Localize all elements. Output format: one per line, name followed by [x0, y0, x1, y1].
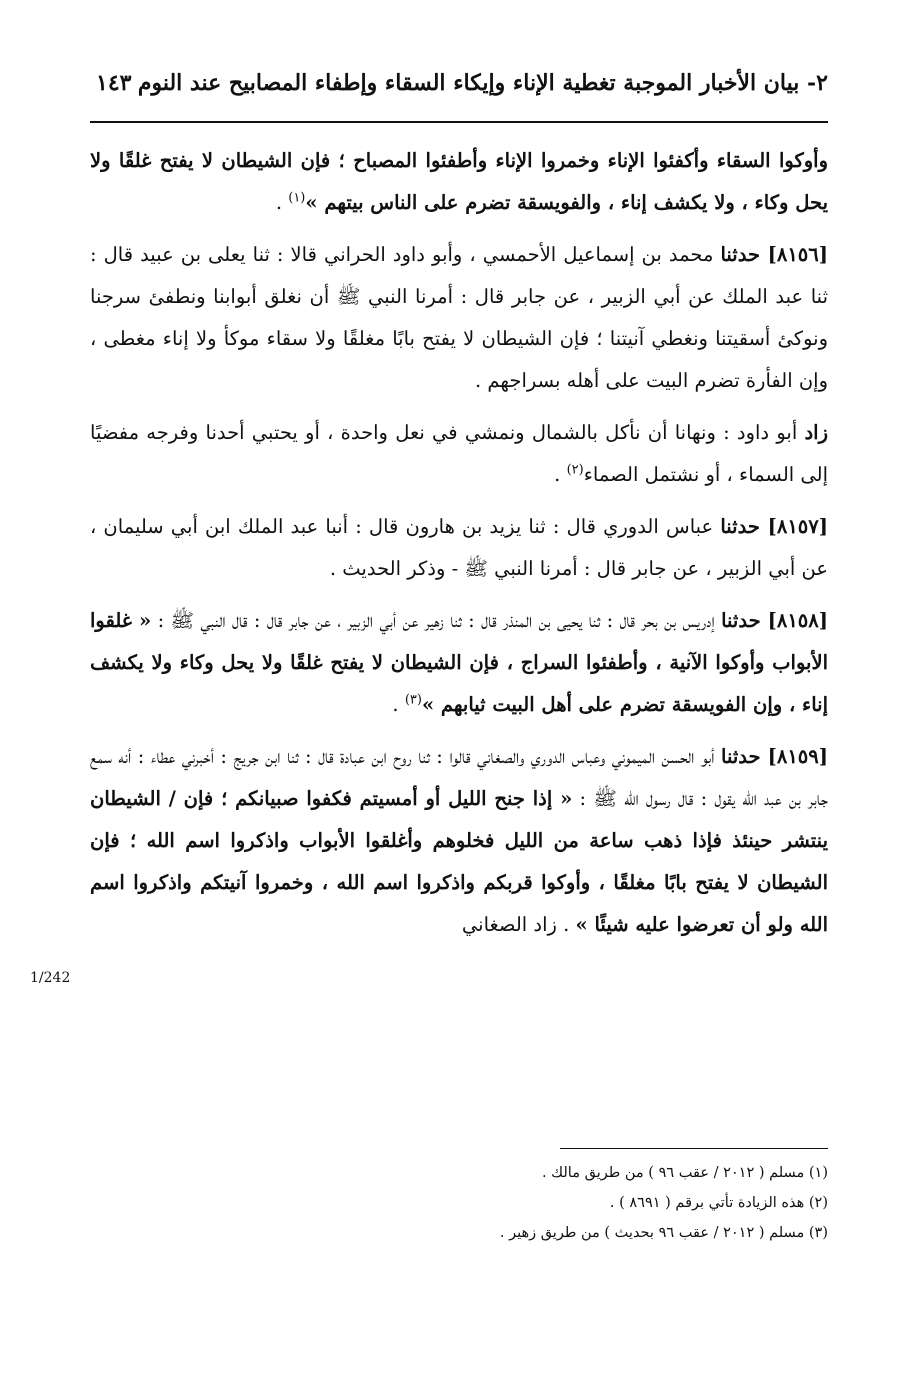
header-rule — [90, 121, 828, 123]
hadith-number: [٨١٥٧] — [767, 515, 828, 538]
footnote-ref: (١) — [288, 190, 306, 206]
hadith-8158 — [90, 600, 828, 726]
hadith-chain: إدريس بن بحر قال : ثنا يحيى بن المنذر قال : ثنا زهير عن أبي الزبير ، عن جابر قال : قال النبي ﷺ : — [151, 609, 722, 632]
footnote-rule — [560, 1148, 828, 1149]
hadith-chain: عباس الدوري قال : ثنا يزيد بن هارون قال : أنبا عبد الملك ابن أبي سليمان ، عن أبي الزبير ، عن جابر قال : أمرنا النبي ﷺ - وذكر الحديث . — [90, 515, 828, 580]
page-number: ١٤٣ — [96, 70, 132, 96]
hadith-quote: وأوكوا السقاء وأكفئوا الإناء وخمروا الإناء وأطفئوا المصباح ؛ فإن الشيطان لا يفتح غلقًا ولا يحل وكاء ، ولا يكشف إناء ، والفويسقة تضرم على الناس بيتهم » — [90, 149, 828, 214]
hadith-lead: حدثنا — [720, 243, 768, 266]
hadith-chain: محمد بن إسماعيل الأحمسي ، وأبو داود الحراني قالا : ثنا يعلى بن عبيد قال : ثنا عبد الملك عن أبي الزبير ، عن جابر قال : أمرنا النبي ﷺ أن نغلق أبوابنا ونطفئ سرجنا ونوكئ أسقيتنا ونغطي آنيتنا ؛ فإن الشيطان لا يفتح بابًا مغلقًا ولا سقاء موكأ ولا إناء مغطى ، وإن الفأرة تضرم البيت على أهله بسراجهم . — [90, 243, 828, 392]
hadith-quote: « غلقوا الأبواب وأوكوا الآنية ، وأطفئوا السراج ، فإن الشيطان لا يفتح غلقًا ولا يحل وكاء ولا يكشف إناء ، وإن الفويسقة تضرم على أهل البيت ثيابهم » — [90, 609, 828, 716]
hadith-8156 — [90, 234, 828, 402]
addition-abu-dawud — [90, 412, 828, 496]
running-header — [90, 66, 828, 106]
hadith-number: [٨١٥٨] — [767, 609, 828, 632]
paragraph-end: . زاد الصغاني — [461, 913, 576, 936]
hadith-number: [٨١٥٦] — [767, 243, 828, 266]
hadith-lead: حدثنا — [720, 515, 768, 538]
footnote: (٢) هذه الزيادة تأتي برقم ( ٨٦٩١ ) . — [609, 1195, 828, 1211]
hadith-8159 — [90, 736, 828, 946]
hadith-lead: حدثنا — [721, 609, 768, 632]
paragraph-end: . — [392, 693, 405, 716]
chapter-title: ٢- بيان الأخبار الموجبة تغطية الإناء وإيكاء السقاء وإطفاء المصابيح عند النوم — [137, 70, 828, 96]
hadith-lead: حدثنا — [721, 745, 768, 768]
footnotes — [90, 1158, 828, 1248]
footnote: (١) مسلم ( ٢٠١٢ / عقب ٩٦ ) من طريق مالك . — [541, 1165, 828, 1181]
paragraph-end: . — [554, 463, 567, 486]
addition-lead: زاد — [804, 421, 828, 444]
footnote: (٣) مسلم ( ٢٠١٢ / عقب ٩٦ بحديث ) من طريق زهير . — [499, 1225, 828, 1241]
paragraph-continuation — [90, 140, 828, 224]
hadith-8157 — [90, 506, 828, 590]
footnote-ref: (٣) — [404, 692, 422, 708]
manuscript-margin-note: 1/242 — [30, 970, 71, 986]
paragraph-end: . — [275, 191, 289, 214]
hadith-number: [٨١٥٩] — [767, 745, 828, 768]
addition-text: أبو داود : ونهانا أن نأكل بالشمال ونمشي في نعل واحدة ، أو يحتبي أحدنا وفرجه مفضيًا إلى السماء ، أو نشتمل الصماء — [90, 421, 828, 486]
footnote-ref: (٢) — [566, 462, 584, 478]
hadith-quote: « إذا جنح الليل أو أمسيتم فكفوا صبيانكم ؛ فإن / الشيطان ينتشر حينئذ فإذا ذهب ساعة من الليل فخلوهم وأغلقوا الأبواب واذكروا اسم الله ؛ فإن الشيطان لا يفتح بابًا مغلقًا ، وأوكوا قربكم واذكروا اسم الله ، وخمروا آنيتكم واذكروا اسم الله ولو أن تعرضوا عليه شيئًا » — [90, 787, 828, 936]
main-text — [90, 140, 828, 956]
hadith-chain: أبو الحسن الميموني وعباس الدوري والصغاني قالوا : ثنا روح ابن عبادة قال : ثنا ابن جريج : أخبرني عطاء : أنه سمع جابر بن عبد الله يقول : قال رسول الله ﷺ : — [90, 745, 828, 810]
